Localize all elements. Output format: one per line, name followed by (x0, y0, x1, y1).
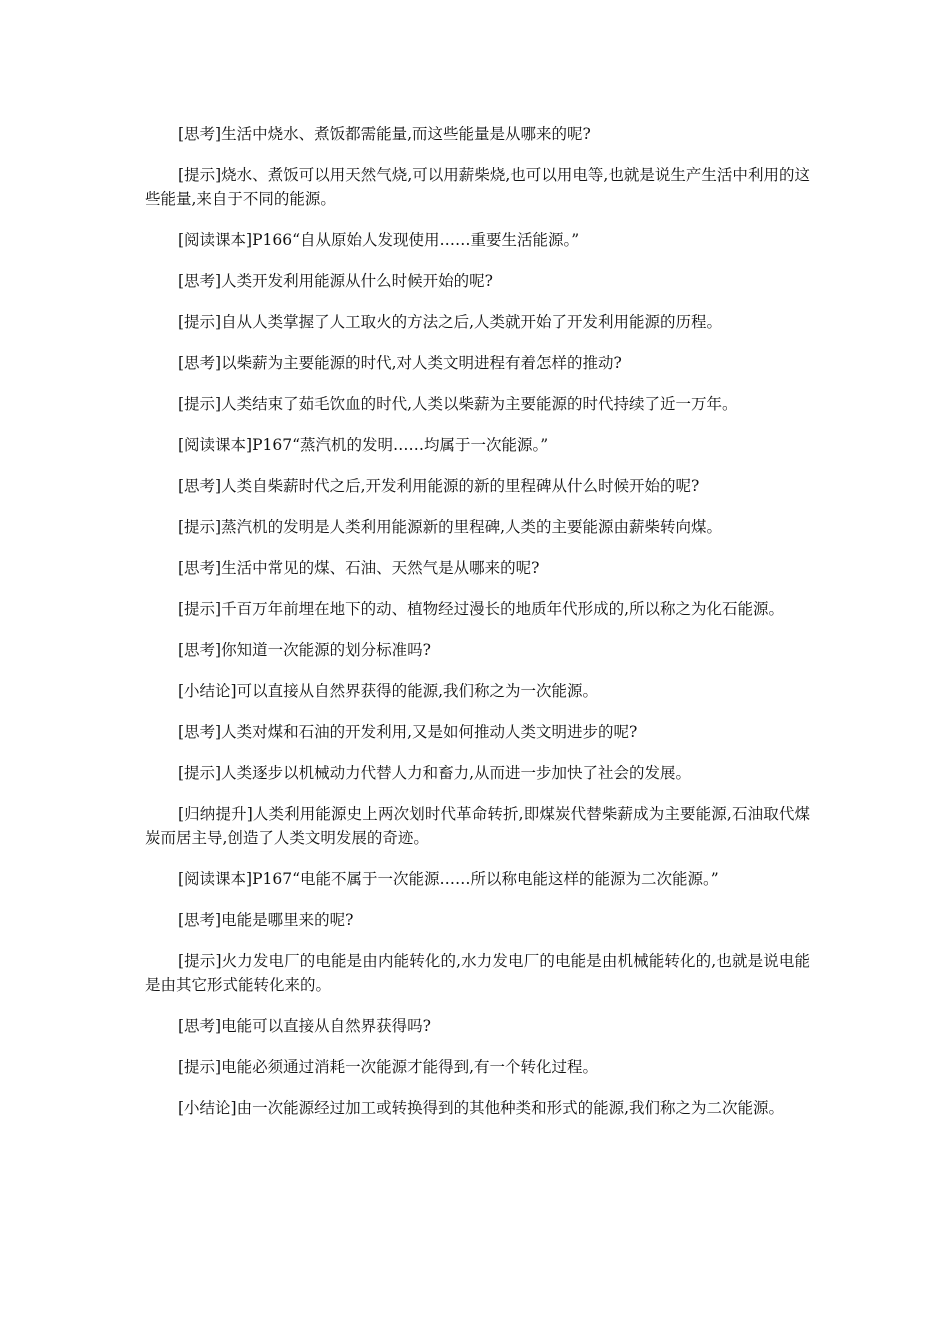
paragraph: [思考]生活中常见的煤、石油、天然气是从哪来的呢? (178, 559, 540, 577)
paragraph: [思考]你知道一次能源的划分标准吗? (178, 641, 431, 659)
paragraph: [思考]电能是哪里来的呢? (178, 911, 354, 929)
paragraph: [阅读课本]P167“电能不属于一次能源……所以称电能这样的能源为二次能源。” (178, 870, 719, 888)
paragraph: [思考]以柴薪为主要能源的时代,对人类文明进程有着怎样的推动? (178, 354, 622, 372)
paragraph: [思考]人类对煤和石油的开发利用,又是如何推动人类文明进步的呢? (178, 723, 638, 741)
paragraph: [阅读课本]P167“蒸汽机的发明……均属于一次能源。” (178, 436, 549, 454)
paragraph: [思考]人类自柴薪时代之后,开发利用能源的新的里程碑从什么时候开始的呢? (178, 477, 700, 495)
paragraph: [小结论]由一次能源经过加工或转换得到的其他种类和形式的能源,我们称之为二次能源。 (178, 1099, 785, 1117)
paragraph: [提示]人类结束了茹毛饮血的时代,人类以柴薪为主要能源的时代持续了近一万年。 (178, 395, 738, 413)
paragraph: [提示]电能必须通过消耗一次能源才能得到,有一个转化过程。 (178, 1058, 599, 1076)
paragraph: [提示]千百万年前埋在地下的动、植物经过漫长的地质年代形成的,所以称之为化石能源。 (178, 600, 785, 618)
paragraph: [提示]蒸汽机的发明是人类利用能源新的里程碑,人类的主要能源由薪柴转向煤。 (178, 518, 723, 536)
paragraph: [提示]烧水、煮饭可以用天然气烧,可以用薪柴烧,也可以用电等,也就是说生产生活中利用的这些能量,来自于不同的能源。 (145, 166, 810, 208)
paragraph: [阅读课本]P166“自从原始人发现使用……重要生活能源。” (178, 231, 580, 249)
paragraph: [思考]人类开发利用能源从什么时候开始的呢? (178, 272, 493, 290)
paragraph: [提示]人类逐步以机械动力代替人力和畜力,从而进一步加快了社会的发展。 (178, 764, 692, 782)
paragraph: [小结论]可以直接从自然界获得的能源,我们称之为一次能源。 (178, 682, 599, 700)
paragraph: [归纳提升]人类利用能源史上两次划时代革命转折,即煤炭代替柴薪成为主要能源,石油取代煤炭而居主导,创造了人类文明发展的奇迹。 (145, 805, 810, 847)
paragraph: [思考]生活中烧水、煮饭都需能量,而这些能量是从哪来的呢? (178, 125, 591, 143)
paragraph: [提示]火力发电厂的电能是由内能转化的,水力发电厂的电能是由机械能转化的,也就是说电能是由其它形式能转化来的。 (145, 952, 810, 994)
document-body (145, 122, 810, 1137)
paragraph: [提示]自从人类掌握了人工取火的方法之后,人类就开始了开发利用能源的历程。 (178, 313, 723, 331)
paragraph: [思考]电能可以直接从自然界获得吗? (178, 1017, 431, 1035)
